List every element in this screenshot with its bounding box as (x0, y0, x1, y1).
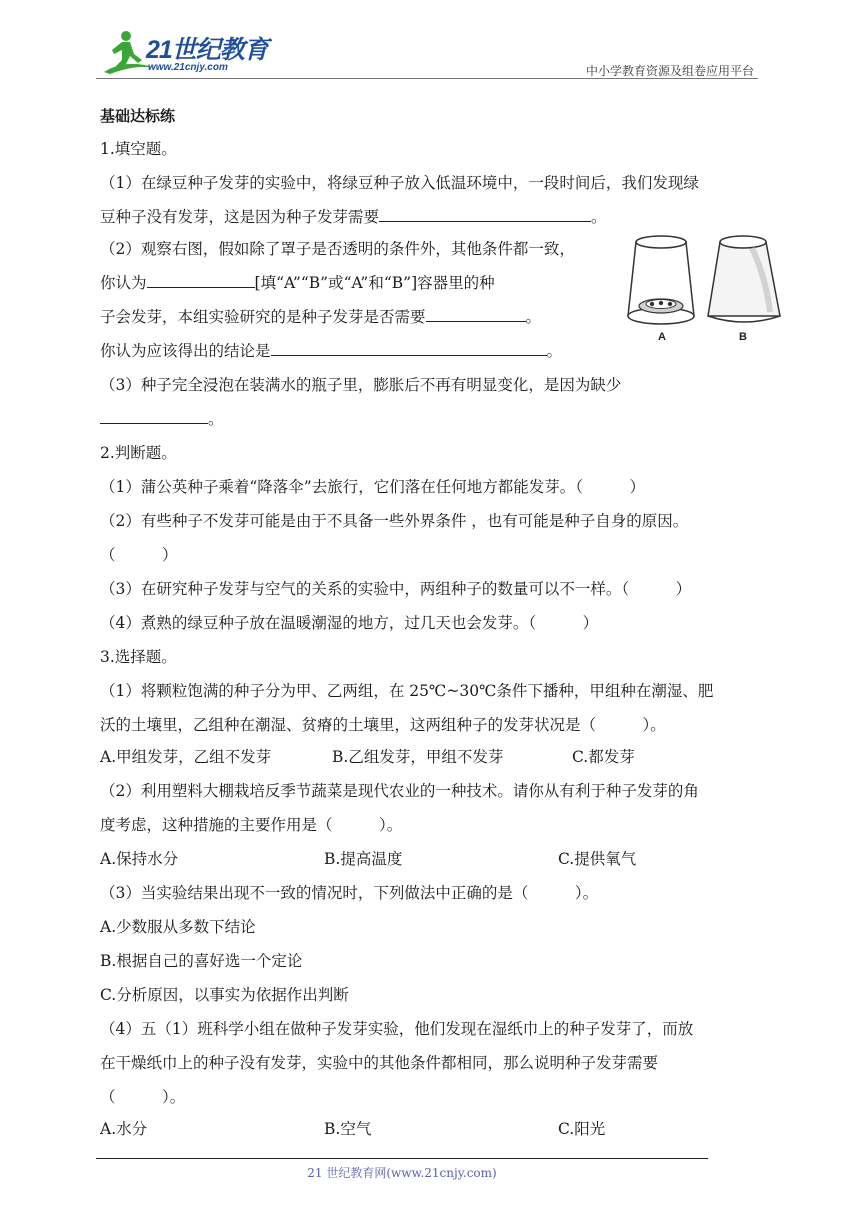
q3-s3-option-b[interactable]: B.根据自己的喜好选一个定论 (100, 952, 303, 970)
q3-title: 3.选择题。 (100, 648, 177, 666)
platform-name: 中小学教育资源及组卷应用平台 (585, 64, 754, 78)
container-b (708, 236, 780, 322)
q1-p2-line4 (100, 340, 562, 362)
q2-title: 2.判断题。 (100, 444, 177, 462)
q3-s1-option-b[interactable]: B.乙组发芽，甲组不发芽 (332, 748, 504, 766)
q2-item-4: （4）煮熟的绿豆种子放在温暖潮湿的地方，过几天也会发芽。（ ） (100, 614, 599, 632)
q3-s2-line2: 度考虑，这种措施的主要作用是（ ）。 (100, 816, 403, 834)
q1-blank-4[interactable] (271, 341, 547, 356)
q3-s1-options (100, 746, 635, 768)
q3-s1-option-c[interactable]: C.都发芽 (572, 748, 635, 766)
q3-s2-option-a[interactable]: A.保持水分 (100, 850, 179, 868)
q1-p2-end: [填“A”“B”或“A”和“B”]容器里的种 (254, 274, 495, 292)
q3-s3-option-c[interactable]: C.分析原因，以事实为依据作出判断 (100, 986, 349, 1004)
q3-s1-option-a[interactable]: A.甲组发芽，乙组不发芽 (100, 748, 272, 766)
q2-item-1: （1）蒲公英种子乘着“降落伞”去旅行，它们落在任何地方都能发芽。（ ） (100, 478, 645, 496)
q3-s4-line2: 在干燥纸巾上的种子没有发芽，实验中的其他条件都相同，那么说明种子发芽需要 (100, 1054, 659, 1072)
q1-blank-1[interactable] (379, 207, 591, 222)
q3-s1-line1: （1）将颗粒饱满的种子分为甲、乙两组，在 25℃~30℃条件下播种，甲组种在潮湿、肥 (100, 682, 714, 700)
q3-s1-line2: 沃的土壤里，乙组种在潮湿、贫瘠的土壤里，这两组种子的发芽状况是（ ）。 (100, 716, 666, 734)
q1-p1-end: 。 (591, 208, 607, 226)
q1-p2-c-end: 。 (525, 308, 542, 326)
section-title: 基础达标练 (100, 107, 176, 125)
q1-p3-end: 。 (208, 410, 224, 428)
page-header (96, 28, 758, 80)
q3-s2-option-c[interactable]: C.提供氧气 (558, 850, 637, 868)
q3-s4-option-c[interactable]: C.阳光 (558, 1120, 606, 1138)
q2-item-2: （2）有些种子不发芽可能是由于不具备一些外界条件 ，也有可能是种子自身的原因。 (100, 512, 689, 530)
q1-p2-line2 (100, 272, 495, 294)
q1-p2-d-end: 。 (546, 342, 563, 360)
q3-s4-line1: （4）五（1）班科学小组在做种子发芽实验，他们发现在湿纸巾上的种子发芽了，而放 (100, 1020, 694, 1038)
figure-label-a: A (658, 331, 666, 343)
q3-s2-line1: （2）利用塑料大棚栽培反季节蔬菜是现代农业的一种技术。请你从有利于种子发芽的角 (100, 782, 699, 800)
header-divider (96, 78, 758, 79)
experiment-figure (624, 228, 784, 344)
q3-s3-option-a[interactable]: A.少数服从多数下结论 (100, 918, 256, 936)
q1-p1-line2 (100, 206, 607, 228)
q1-p2-line3 (100, 306, 541, 328)
logo-url: www.21cnjy.com (148, 62, 228, 73)
q3-s4-line3: （ ）。 (100, 1088, 186, 1106)
container-a (628, 236, 694, 324)
q1-p3-line2 (100, 408, 224, 430)
q3-s4-option-b[interactable]: B.空气 (324, 1120, 372, 1138)
q3-s2-option-b[interactable]: B.提高温度 (324, 850, 403, 868)
q1-p1-line1: （1）在绿豆种子发芽的实验中，将绿豆种子放入低温环境中，一段时间后，我们发现绿 (100, 174, 699, 192)
q1-p1-text: 豆种子没有发芽，这是因为种子发芽需要 (100, 208, 380, 226)
q1-p2-c-text: 子会发芽，本组实验研究的是种子发芽是否需要 (100, 308, 426, 326)
q1-p2-d-text: 你认为应该得出的结论是 (100, 342, 271, 360)
q1-p2-start: 你认为 (100, 274, 147, 292)
q1-title: 1.填空题。 (100, 140, 177, 158)
q3-s2-options (100, 848, 636, 870)
q1-blank-2[interactable] (147, 273, 255, 288)
q1-p3-line1: （3）种子完全浸泡在装满水的瓶子里，膨胀后不再有明显变化，是因为缺少 (100, 376, 622, 394)
q1-blank-3[interactable] (426, 307, 526, 322)
q3-s4-options (100, 1118, 605, 1140)
footer-link[interactable]: 21 世纪教育网(www.21cnjy.com) (307, 1166, 497, 1180)
q1-blank-5[interactable] (100, 409, 208, 424)
footer-divider (96, 1158, 708, 1159)
q1-p2-line1: （2）观察右图，假如除了罩子是否透明的条件外，其他条件都一致， (100, 240, 575, 258)
q2-item-2-paren[interactable]: （ ） (100, 546, 178, 564)
logo-text: 21世纪教育 (146, 36, 268, 64)
q2-item-3: （3）在研究种子发芽与空气的关系的实验中，两组种子的数量可以不一样。（ ） (100, 580, 692, 598)
q3-s3-line1: （3）当实验结果出现不一致的情况时，下列做法中正确的是（ ）。 (100, 884, 599, 902)
q3-s4-option-a[interactable]: A.水分 (100, 1120, 148, 1138)
figure-label-b: B (739, 331, 747, 343)
